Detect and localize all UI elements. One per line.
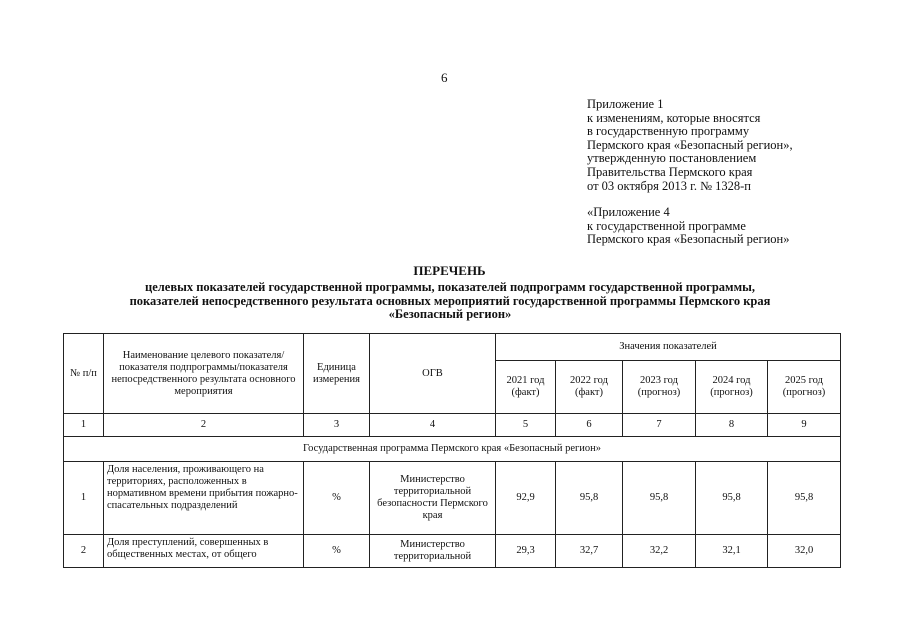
row-num: 2 <box>64 535 104 568</box>
table-header-row <box>64 334 841 361</box>
column-number: 1 <box>64 414 104 437</box>
header-values-group: Значения показателей <box>496 334 841 361</box>
header-name: Наименование целевого показателя/показателя подпрограммы/показателя непосредственного результата основного мероприятия <box>104 334 304 414</box>
header-year: 2022 год (факт) <box>556 361 623 414</box>
header-ogv: ОГВ <box>370 334 496 414</box>
document-subheading <box>40 281 860 322</box>
column-number: 4 <box>370 414 496 437</box>
section-row <box>64 437 841 462</box>
row-value: 95,8 <box>556 462 623 535</box>
appendix-4-block <box>587 206 789 247</box>
row-ogv: Министерство территориальной безопасности Пермского края <box>370 462 496 535</box>
appendix-line: Пермского края «Безопасный регион» <box>587 232 790 247</box>
table-row <box>64 462 841 535</box>
row-value: 32,7 <box>556 535 623 568</box>
indicators-table <box>63 333 841 568</box>
appendix-line: Приложение 1 <box>587 97 664 111</box>
appendix-line: утвержденную постановлением <box>587 151 757 166</box>
row-value: 95,8 <box>768 462 841 535</box>
column-number: 2 <box>104 414 304 437</box>
appendix-line: Правительства Пермского края <box>587 164 753 179</box>
row-num: 1 <box>64 462 104 535</box>
column-number: 5 <box>496 414 556 437</box>
table-row <box>64 535 841 568</box>
row-value: 95,8 <box>696 462 768 535</box>
appendix-line: от 03 октября 2013 г. № 1328-п <box>587 178 751 193</box>
column-number: 7 <box>623 414 696 437</box>
column-number: 9 <box>768 414 841 437</box>
appendix-line: к изменениям, которые вносятся <box>587 110 761 125</box>
row-ogv: Министерство территориальной <box>370 535 496 568</box>
subheading-line: «Безопасный регион» <box>388 307 512 322</box>
row-name: Доля преступлений, совершенных в общественных местах, от общего <box>104 535 304 568</box>
document-heading: ПЕРЕЧЕНЬ <box>413 263 486 278</box>
column-number: 6 <box>556 414 623 437</box>
section-title: Государственная программа Пермского края «Безопасный регион» <box>64 437 841 462</box>
header-unit: Единица измерения <box>304 334 370 414</box>
row-unit: % <box>304 462 370 535</box>
header-num: № п/п <box>64 334 104 414</box>
appendix-block <box>587 98 793 193</box>
row-value: 92,9 <box>496 462 556 535</box>
column-number: 8 <box>696 414 768 437</box>
row-value: 95,8 <box>623 462 696 535</box>
subheading-line: целевых показателей государственной программы, показателей подпрограмм государственной программы, <box>145 280 755 294</box>
subheading-line: показателей непосредственного результата основных мероприятий государственной программы Пермского края <box>129 293 771 308</box>
page-number: 6 <box>441 70 448 85</box>
row-unit: % <box>304 535 370 568</box>
appendix-line: «Приложение 4 <box>587 205 670 219</box>
column-number: 3 <box>304 414 370 437</box>
row-name: Доля населения, проживающего на территориях, расположенных в нормативном времени прибытия пожарно-спасательных подразделений <box>104 462 304 535</box>
row-value: 32,2 <box>623 535 696 568</box>
appendix-line: Пермского края «Безопасный регион», <box>587 137 793 152</box>
appendix-line: к государственной программе <box>587 218 746 233</box>
row-value: 32,0 <box>768 535 841 568</box>
column-numbers-row <box>64 414 841 437</box>
header-year: 2024 год (прогноз) <box>696 361 768 414</box>
row-value: 32,1 <box>696 535 768 568</box>
row-value: 29,3 <box>496 535 556 568</box>
appendix-line: в государственную программу <box>587 124 750 139</box>
header-year: 2023 год (прогноз) <box>623 361 696 414</box>
header-year: 2025 год (прогноз) <box>768 361 841 414</box>
header-year: 2021 год (факт) <box>496 361 556 414</box>
